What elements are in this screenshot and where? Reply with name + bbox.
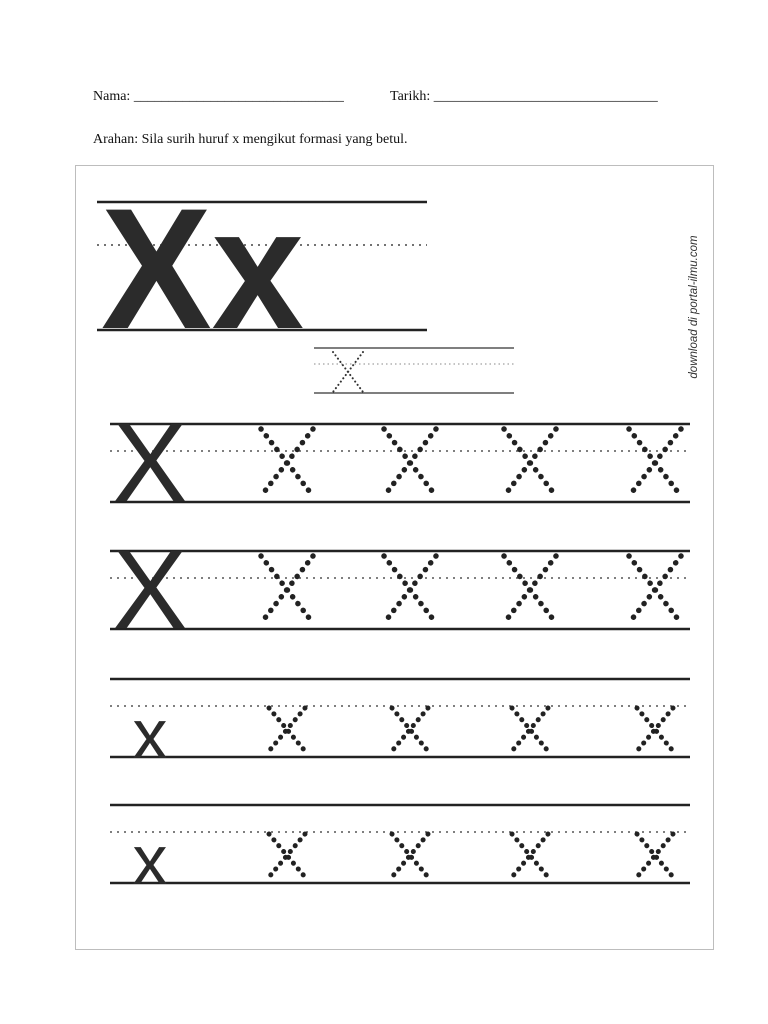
watermark: download di portal-ilmu.com bbox=[688, 235, 700, 379]
instruction-text: Arahan: Sila surih huruf x mengikut formasi yang betul. bbox=[93, 132, 408, 147]
practice-row bbox=[110, 679, 690, 773]
title-letters: Xx bbox=[101, 173, 304, 365]
traced-letter-x bbox=[512, 708, 548, 751]
trace-stroke bbox=[504, 429, 556, 496]
practice-row bbox=[110, 400, 690, 525]
trace-stroke bbox=[629, 429, 681, 496]
traced-letter-x bbox=[384, 556, 436, 623]
date-field: Tarikh: ________________________________ bbox=[390, 89, 658, 104]
traced-letter-x bbox=[504, 556, 556, 623]
trace-stroke bbox=[384, 556, 436, 623]
trace-stroke bbox=[261, 429, 313, 496]
traced-letter-x bbox=[637, 834, 673, 877]
traced-letter-x bbox=[261, 429, 313, 496]
model-letter: x bbox=[132, 695, 168, 773]
traced-letter-x bbox=[512, 834, 548, 877]
model-letter: X bbox=[112, 527, 188, 652]
traced-letter-x bbox=[269, 708, 305, 751]
traced-letter-x bbox=[384, 429, 436, 496]
trace-stroke bbox=[261, 556, 313, 623]
traced-letter-x bbox=[261, 556, 313, 623]
trace-stroke bbox=[384, 429, 436, 496]
traced-letter-x bbox=[504, 429, 556, 496]
practice-row bbox=[110, 805, 690, 899]
trace-stroke bbox=[629, 556, 681, 623]
traced-letter-x bbox=[392, 708, 428, 751]
model-letter: X bbox=[112, 400, 188, 525]
name-field: Nama: ______________________________ bbox=[93, 89, 344, 104]
traced-letter-x bbox=[629, 429, 681, 496]
model-letter: x bbox=[132, 821, 168, 899]
traced-letter-x bbox=[637, 708, 673, 751]
traced-letter-x bbox=[629, 556, 681, 623]
trace-stroke bbox=[504, 556, 556, 623]
traced-letter-x bbox=[392, 834, 428, 877]
practice-row bbox=[110, 527, 690, 652]
traced-letter-x bbox=[269, 834, 305, 877]
